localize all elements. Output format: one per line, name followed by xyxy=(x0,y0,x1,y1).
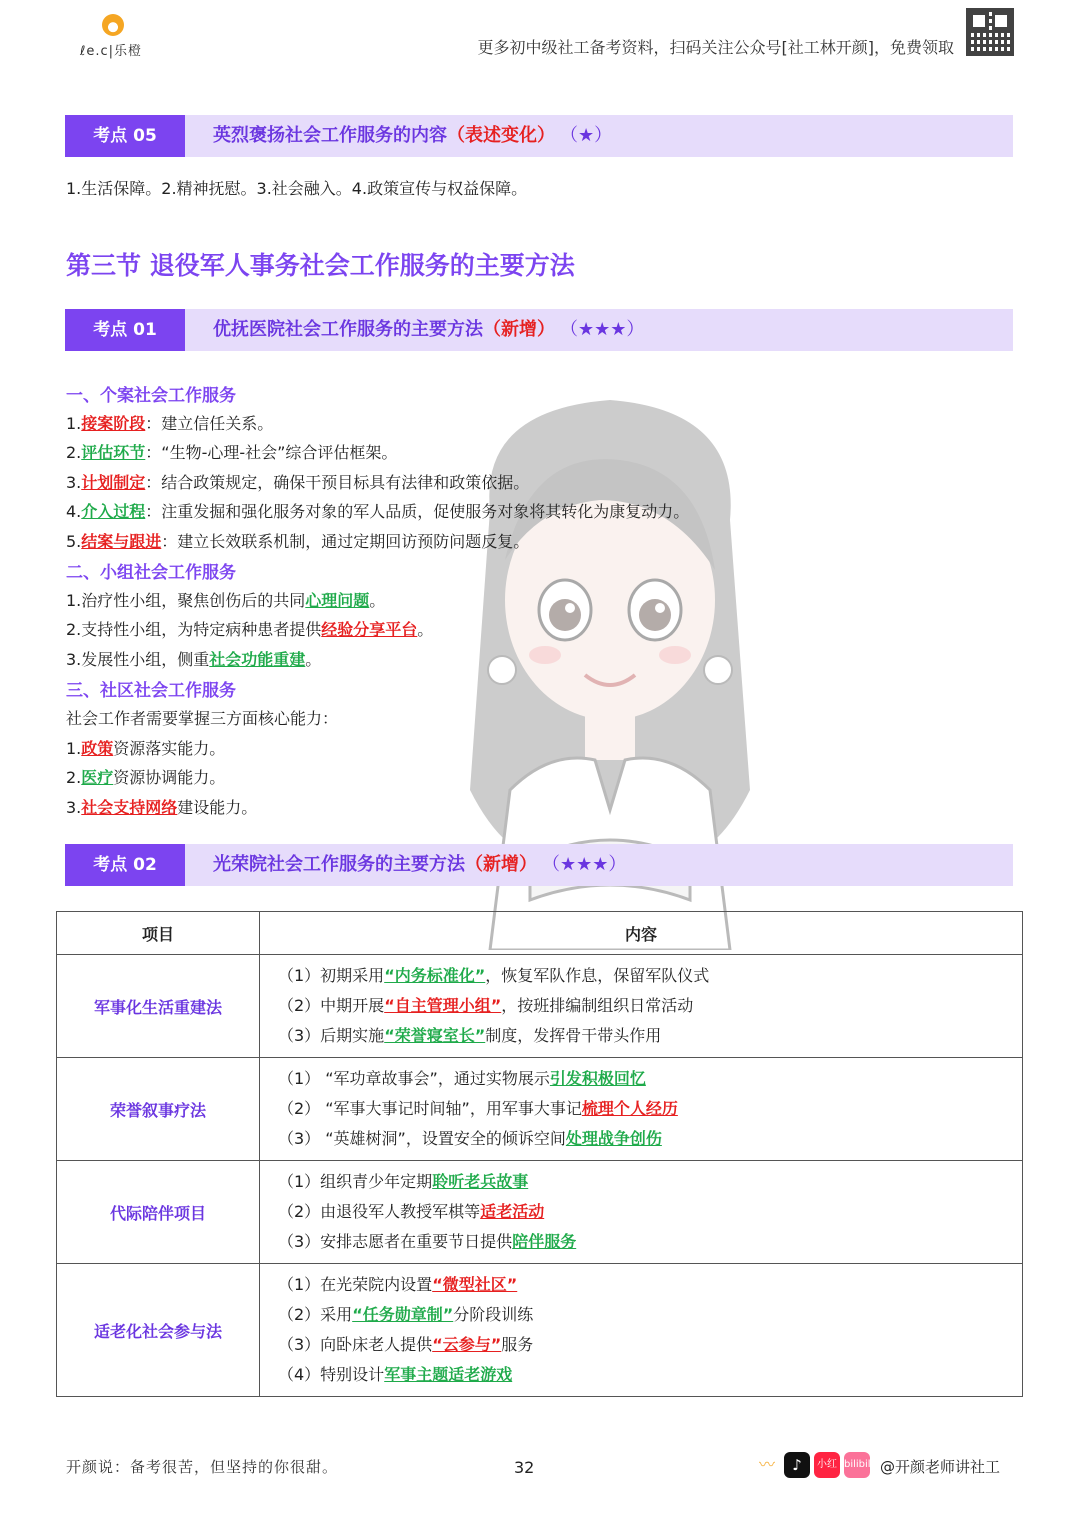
point-05-title: 英烈褒扬社会工作服务的内容（表述变化） （★） xyxy=(213,125,613,146)
group-item-1: 1.治疗性小组，聚焦创伤后的共同心理问题。 xyxy=(66,591,386,610)
table-row xyxy=(57,1058,1023,1161)
point-01-title: 优抚医院社会工作服务的主要方法（新增） （★★★） xyxy=(213,319,645,340)
content-line: （3） “英雄树洞”，设置安全的倾诉空间处理战争创伤 xyxy=(278,1129,662,1148)
content-line: （1）组织青少年定期聆听老兵故事 xyxy=(278,1172,529,1191)
brand-logo xyxy=(80,14,160,58)
page-number: 32 xyxy=(514,1458,535,1477)
content-line: （1） “军功章故事会”，通过实物展示引发积极回忆 xyxy=(278,1069,646,1088)
point-02-tag: 考点 02 xyxy=(65,844,185,886)
header-item: 项目 xyxy=(57,912,260,955)
community-intro: 社会工作者需要掌握三方面核心能力： xyxy=(66,709,339,728)
content-line: （2）由退役军人教授军棋等适老活动 xyxy=(278,1202,545,1221)
content-line: （2）中期开展“自主管理小组”，按班排编制组织日常活动 xyxy=(278,996,694,1015)
point-01-tag: 考点 01 xyxy=(65,309,185,351)
section-3-title: 第三节 退役军人事务社会工作服务的主要方法 xyxy=(66,251,575,280)
point-05-content: 1.生活保障。2.精神抚慰。3.社会融入。4.政策宣传与权益保障。 xyxy=(66,179,528,198)
row-content xyxy=(260,955,1023,1058)
row-content xyxy=(260,1264,1023,1397)
content-line: （3）向卧床老人提供“云参与”服务 xyxy=(278,1335,534,1354)
point-02-bar xyxy=(65,844,1013,886)
point-05-bar xyxy=(65,115,1013,157)
methods-table xyxy=(56,911,1023,1397)
community-item-1: 1.政策资源落实能力。 xyxy=(66,739,226,758)
row-item: 适老化社会参与法 xyxy=(57,1264,260,1397)
table-row xyxy=(57,955,1023,1058)
case-step-2: 2.评估环节：“生物-心理-社会”综合评估框架。 xyxy=(66,443,398,462)
weibo-icon[interactable]: 〰 xyxy=(754,1452,780,1478)
douyin-icon[interactable]: ♪ xyxy=(784,1452,810,1478)
point-02-title: 光荣院社会工作服务的主要方法（新增） （★★★） xyxy=(213,854,627,875)
case-step-4: 4.介入过程：注重发掘和强化服务对象的军人品质，促使服务对象将其转化为康复动力。 xyxy=(66,502,690,521)
group-item-2: 2.支持性小组，为特定病种患者提供经验分享平台。 xyxy=(66,620,434,639)
community-work-heading: 三、社区社会工作服务 xyxy=(66,681,236,701)
footer-motto: 开颜说：备考很苦，但坚持的你很甜。 xyxy=(66,1458,339,1476)
header-note: 更多初中级社工备考资料，扫码关注公众号[社工林开颜]，免费领取 xyxy=(477,38,954,57)
row-item: 代际陪伴项目 xyxy=(57,1161,260,1264)
case-step-5: 5.结案与跟进：建立长效联系机制，通过定期回访预防问题反复。 xyxy=(66,532,530,551)
point-01-bar xyxy=(65,309,1013,351)
header-content: 内容 xyxy=(260,912,1023,955)
bilibili-icon[interactable]: bilibili xyxy=(844,1452,870,1478)
xiaohongshu-icon[interactable]: 小红书 xyxy=(814,1452,840,1478)
social-icons xyxy=(754,1452,874,1496)
logo-text: ℓe.c|乐橙 xyxy=(80,44,143,59)
row-content xyxy=(260,1058,1023,1161)
point-05-tag: 考点 05 xyxy=(65,115,185,157)
case-step-1: 1.接案阶段：建立信任关系。 xyxy=(66,414,274,433)
content-line: （2） “军事大事记时间轴”，用军事大事记梳理个人经历 xyxy=(278,1099,678,1118)
case-work-heading: 一、个案社会工作服务 xyxy=(66,386,236,406)
row-content xyxy=(260,1161,1023,1264)
content-line: （4）特别设计军事主题适老游戏 xyxy=(278,1365,513,1384)
content-line: （3）安排志愿者在重要节日提供陪伴服务 xyxy=(278,1232,577,1251)
table-header-row xyxy=(57,912,1023,955)
group-work-heading: 二、小组社会工作服务 xyxy=(66,563,236,583)
qr-code-icon xyxy=(966,8,1014,56)
content-line: （1）初期采用“内务标准化”，恢复军队作息，保留军队仪式 xyxy=(278,966,710,985)
content-line: （3）后期实施“荣誉寝室长”制度，发挥骨干带头作用 xyxy=(278,1026,662,1045)
footer-handle: @开颜老师讲社工 xyxy=(880,1458,1001,1476)
group-item-3: 3.发展性小组，侧重社会功能重建。 xyxy=(66,650,322,669)
content-line: （2）采用“任务勋章制”分阶段训练 xyxy=(278,1305,534,1324)
row-item: 军事化生活重建法 xyxy=(57,955,260,1058)
table-row xyxy=(57,1161,1023,1264)
row-item: 荣誉叙事疗法 xyxy=(57,1058,260,1161)
table-row xyxy=(57,1264,1023,1397)
community-item-2: 2.医疗资源协调能力。 xyxy=(66,768,226,787)
content-line: （1）在光荣院内设置“微型社区” xyxy=(278,1275,518,1294)
sun-logo-icon xyxy=(102,14,124,36)
community-item-3: 3.社会支持网络建设能力。 xyxy=(66,798,258,817)
case-step-3: 3.计划制定：结合政策规定，确保干预目标具有法律和政策依据。 xyxy=(66,473,530,492)
